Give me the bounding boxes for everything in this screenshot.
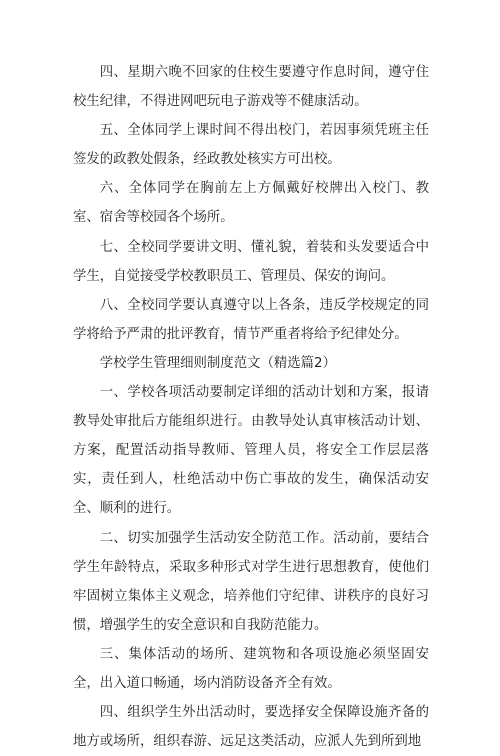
paragraph-rule-4: 四、星期六晚不回家的住校生要遵守作息时间，遵守住校生纪律，不得进网吧玩电子游戏等不健康活动。 xyxy=(73,65,429,110)
paragraph-activity-2: 二、切实加强学生活动安全防范工作。活动前，要结合学生年龄特点，采取多种形式对学生进行思想教育，使他们牢固树立集体主义观念，培养他们守纪律、讲秩序的良好习惯，增强学生的安全意识和自我防范能力。 xyxy=(73,530,429,633)
section-title: 学校学生管理细则制度范文（精选篇2） xyxy=(99,355,336,371)
paragraph-rule-6: 六、全体同学在胸前左上方佩戴好校牌出入校门、教室、宿舍等校园各个场所。 xyxy=(73,181,429,226)
paragraph-activity-1: 一、学校各项活动要制定详细的活动计划和方案，报请教导处审批后方能组织进行。由教导处认真审核活动计划、方案，配置活动指导教师、管理人员，将安全工作层层落实，责任到人，杜绝活动中伤亡事故的发生，确保活动安全、顺利的进行。 xyxy=(73,385,429,517)
document-body xyxy=(73,58,429,756)
paragraph-rule-7: 七、全校同学要讲文明、懂礼貌，着装和头发要适合中学生，自觉接受学校教职员工、管理员、保安的询问。 xyxy=(73,239,429,284)
paragraph-activity-3: 三、集体活动的场所、建筑物和各项设施必须坚固安全，出入道口畅通，场内消防设备齐全有效。 xyxy=(73,646,429,691)
paragraph-activity-4: 四、组织学生外出活动时，要选择安全保障设施齐备的地方或场所，组织春游、远足这类活动，应派人先到所到地 xyxy=(73,705,429,750)
paragraph-rule-5: 五、全体同学上课时间不得出校门，若因事须凭班主任签发的政教处假条，经政教处核实方可出校。 xyxy=(73,123,429,168)
paragraph-rule-8: 八、全校同学要认真遵守以上各条，违反学校规定的同学将给予严肃的批评教育，情节严重者将给予纪律处分。 xyxy=(73,297,429,342)
